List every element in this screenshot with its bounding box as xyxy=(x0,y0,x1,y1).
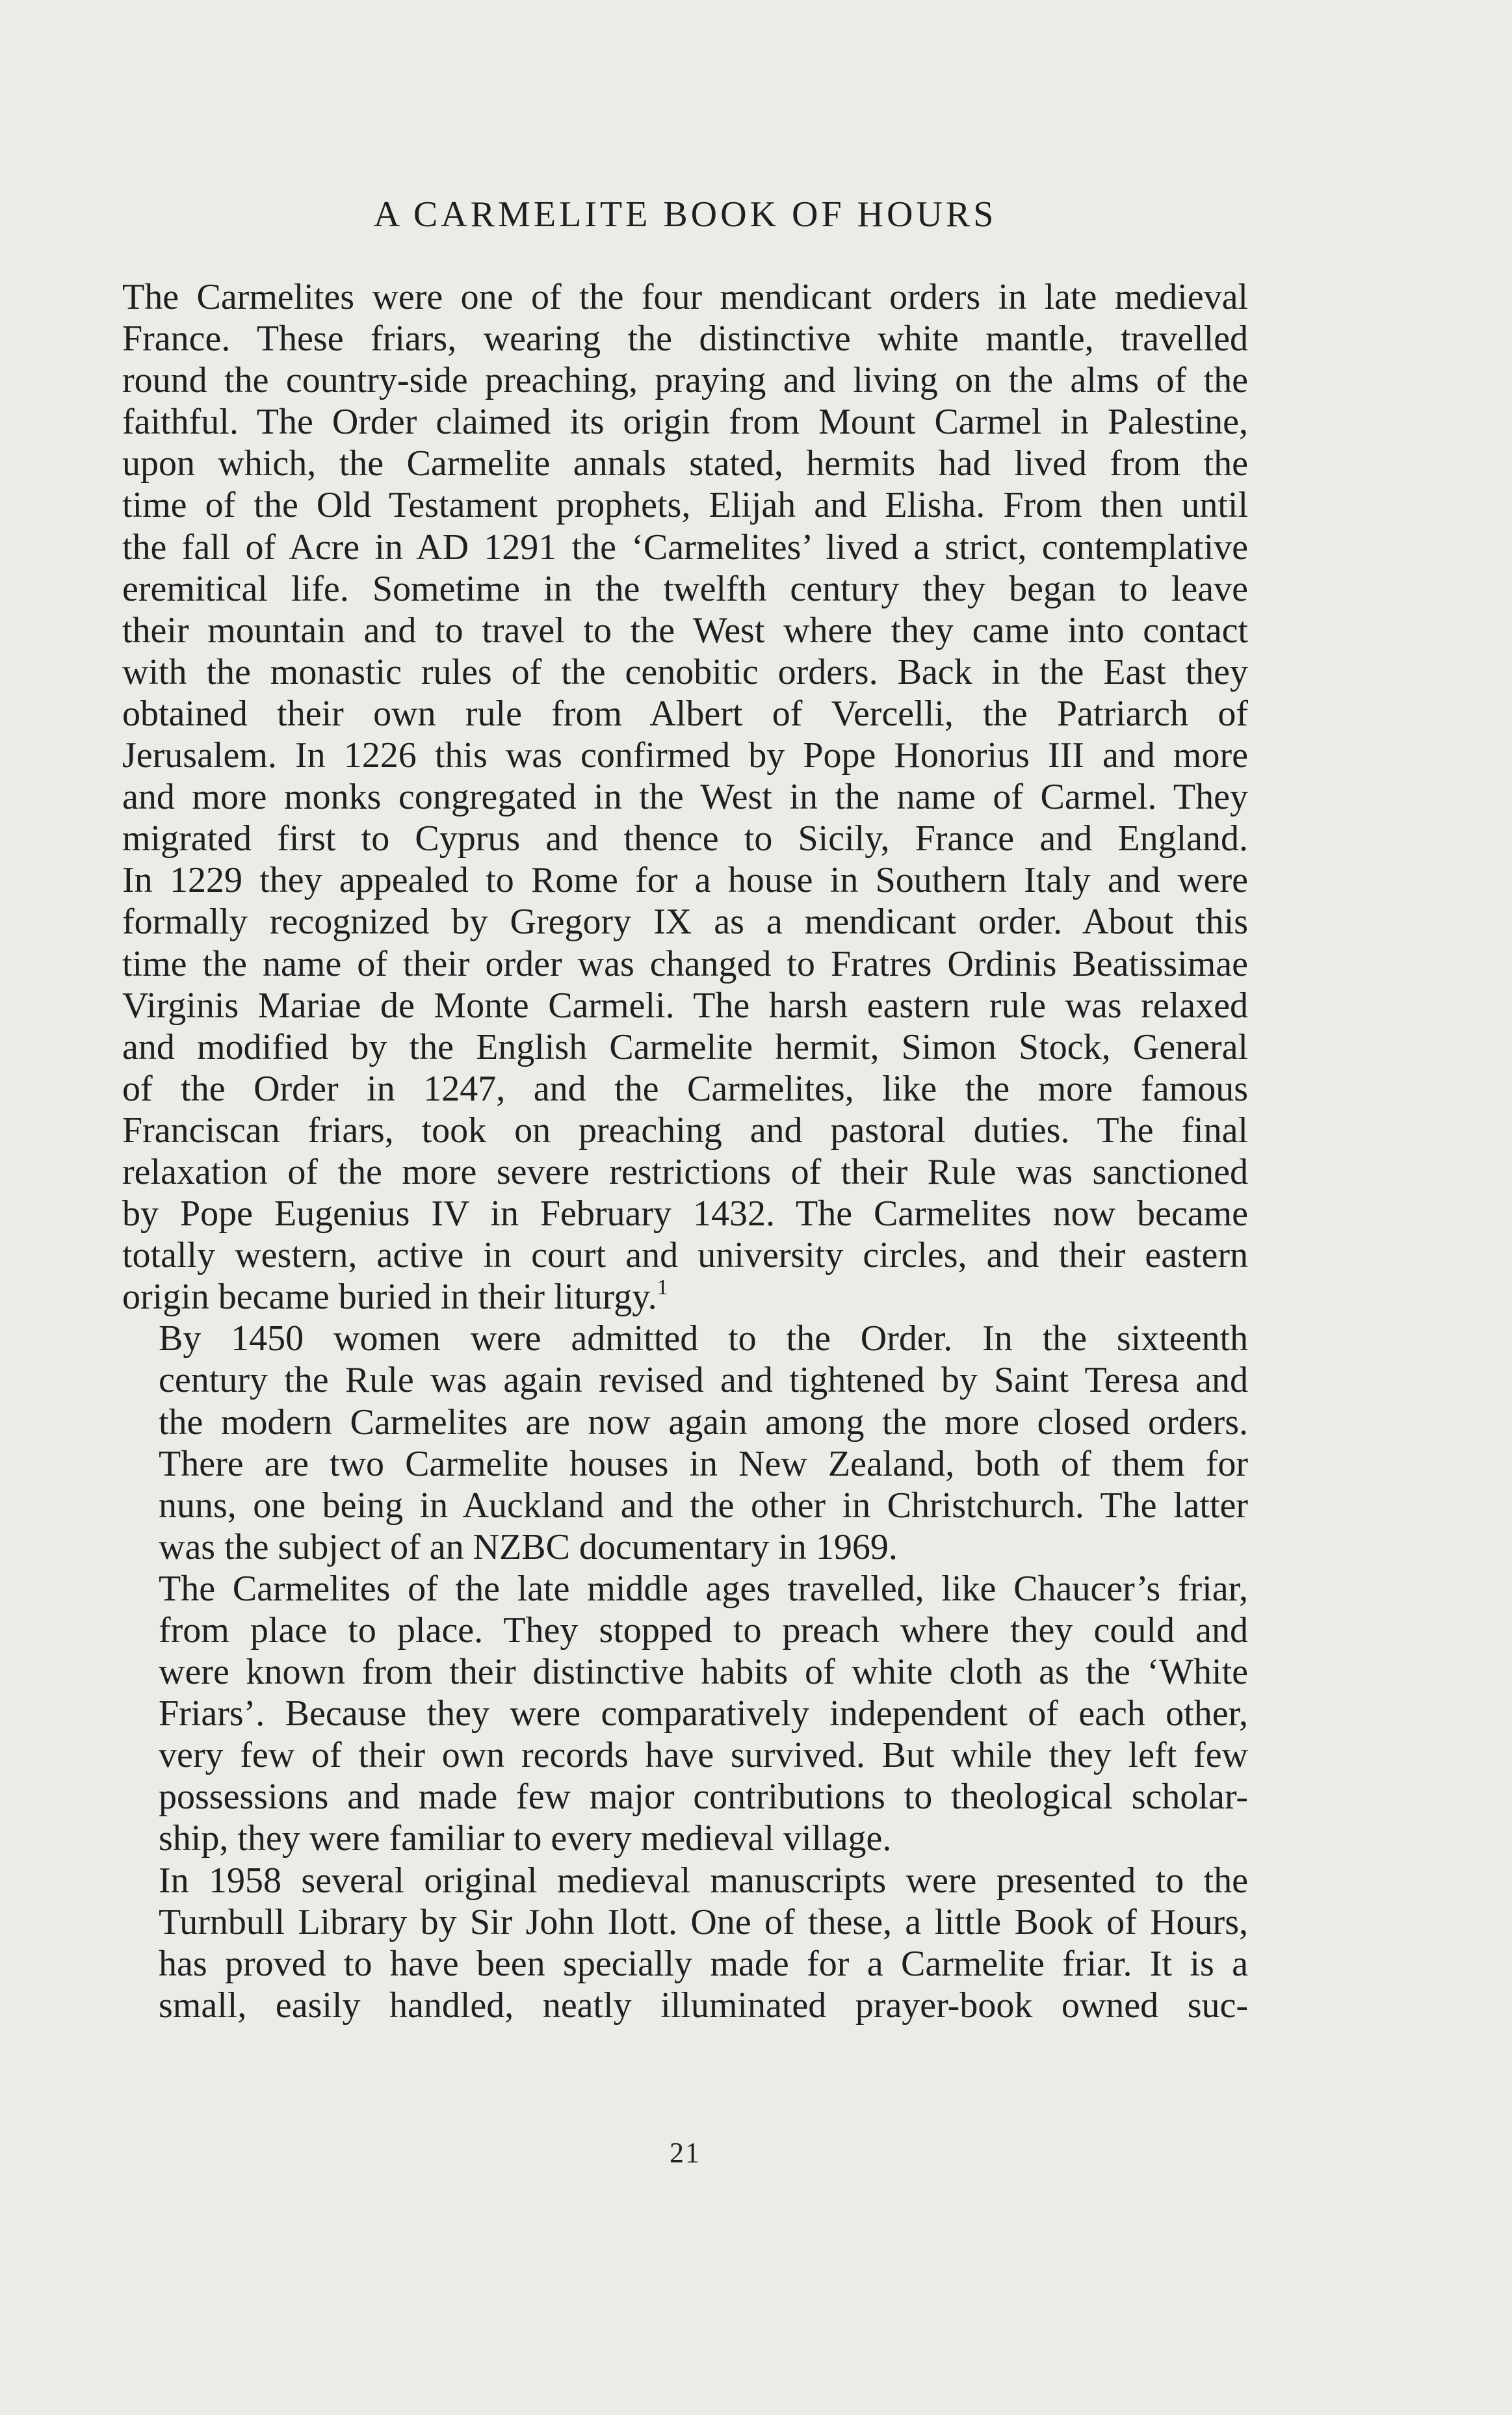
text-line: and more monks congregated in the West in the name of Carmel. They xyxy=(122,777,1248,818)
text-line: Friars’. Because they were comparatively independent of each other, xyxy=(159,1693,1248,1734)
text-line: By 1450 women were admitted to the Order. In the sixteenth xyxy=(159,1318,1248,1359)
text-line: from place to place. They stopped to preach where they could and xyxy=(159,1610,1248,1651)
text-line: by Pope Eugenius IV in February 1432. The Carmelites now became xyxy=(122,1194,1248,1234)
text-line: ship, they were familiar to every medieval village. xyxy=(159,1818,892,1859)
text-line: eremitical life. Sometime in the twelfth century they began to leave xyxy=(122,568,1248,609)
page-title: A CARMELITE BOOK OF HOURS xyxy=(373,194,997,235)
paragraph-4 xyxy=(122,1860,1248,2026)
text-line: migrated first to Cyprus and thence to Sicily, France and England. xyxy=(122,818,1248,859)
text-line: small, easily handled, neatly illuminated prayer-book owned suc- xyxy=(159,1985,1248,2026)
text-line: the modern Carmelites are now again among the more closed orders. xyxy=(159,1402,1248,1442)
paragraph-3 xyxy=(122,1568,1248,1860)
paragraph-1 xyxy=(122,276,1248,1318)
text-line: very few of their own records have survived. But while they left few xyxy=(159,1735,1248,1776)
text-line: their mountain and to travel to the West where they came into contact xyxy=(122,610,1248,651)
text-line: time of the Old Testament prophets, Elijah and Elisha. From then until xyxy=(122,485,1248,526)
text-line: was the subject of an NZBC documentary in 1969. xyxy=(159,1526,898,1567)
text-line: The Carmelites of the late middle ages travelled, like Chaucer’s friar, xyxy=(159,1568,1248,1609)
text-line: upon which, the Carmelite annals stated, hermits had lived from the xyxy=(122,443,1248,484)
text-line: time the name of their order was changed to Fratres Ordinis Beatissimae xyxy=(122,943,1248,984)
text-line: nuns, one being in Auckland and the other in Christchurch. The latter xyxy=(159,1485,1248,1526)
paragraph-2 xyxy=(122,1318,1248,1568)
text-line: There are two Carmelite houses in New Zealand, both of them for xyxy=(159,1443,1248,1484)
text-line: Virginis Mariae de Monte Carmeli. The harsh eastern rule was relaxed xyxy=(122,985,1248,1026)
text-line: totally western, active in court and university circles, and their eastern xyxy=(122,1235,1248,1276)
text-line: In 1229 they appealed to Rome for a house in Southern Italy and were xyxy=(122,860,1248,901)
text-line: relaxation of the more severe restrictions of their Rule was sanctioned xyxy=(122,1151,1248,1192)
text-line: were known from their distinctive habits of white cloth as the ‘White xyxy=(159,1652,1248,1693)
text-line: formally recognized by Gregory IX as a mendicant order. About this xyxy=(122,902,1248,943)
page-number: 21 xyxy=(670,2137,701,2169)
text-line: with the monastic rules of the cenobitic orders. Back in the East they xyxy=(122,651,1248,692)
text-line: round the country-side preaching, praying and living on the alms of the xyxy=(122,360,1248,401)
text-line: has proved to have been specially made for a Carmelite friar. It is a xyxy=(159,1943,1248,1984)
text-line: the fall of Acre in AD 1291 the ‘Carmelites’ lived a strict, contemplative xyxy=(122,527,1248,568)
text-line: In 1958 several original medieval manuscripts were presented to the xyxy=(159,1860,1248,1901)
text-line: and modified by the English Carmelite hermit, Simon Stock, General xyxy=(122,1026,1248,1067)
text-line xyxy=(122,1276,1248,1318)
body-text xyxy=(122,276,1248,2026)
text-line: Franciscan friars, took on preaching and pastoral duties. The final xyxy=(122,1110,1248,1151)
text-line: France. These friars, wearing the distinctive white mantle, travelled xyxy=(122,319,1248,359)
text-line: of the Order in 1247, and the Carmelites, like the more famous xyxy=(122,1068,1248,1109)
text-line: faithful. The Order claimed its origin from Mount Carmel in Palestine, xyxy=(122,402,1248,443)
text-line: possessions and made few major contributions to theological scholar- xyxy=(159,1777,1248,1818)
text-line: Jerusalem. In 1226 this was confirmed by Pope Honorius III and more xyxy=(122,735,1248,776)
text-line: The Carmelites were one of the four mendicant orders in late medieval xyxy=(122,277,1248,317)
text-line: obtained their own rule from Albert of Vercelli, the Patriarch of xyxy=(122,693,1248,734)
text-line: century the Rule was again revised and tightened by Saint Teresa and xyxy=(159,1360,1248,1401)
text-line: Turnbull Library by Sir John Ilott. One of these, a little Book of Hours, xyxy=(159,1901,1248,1942)
text-line-content: origin became buried in their liturgy. xyxy=(122,1277,657,1318)
footnote-reference[interactable]: 1 xyxy=(657,1275,668,1300)
